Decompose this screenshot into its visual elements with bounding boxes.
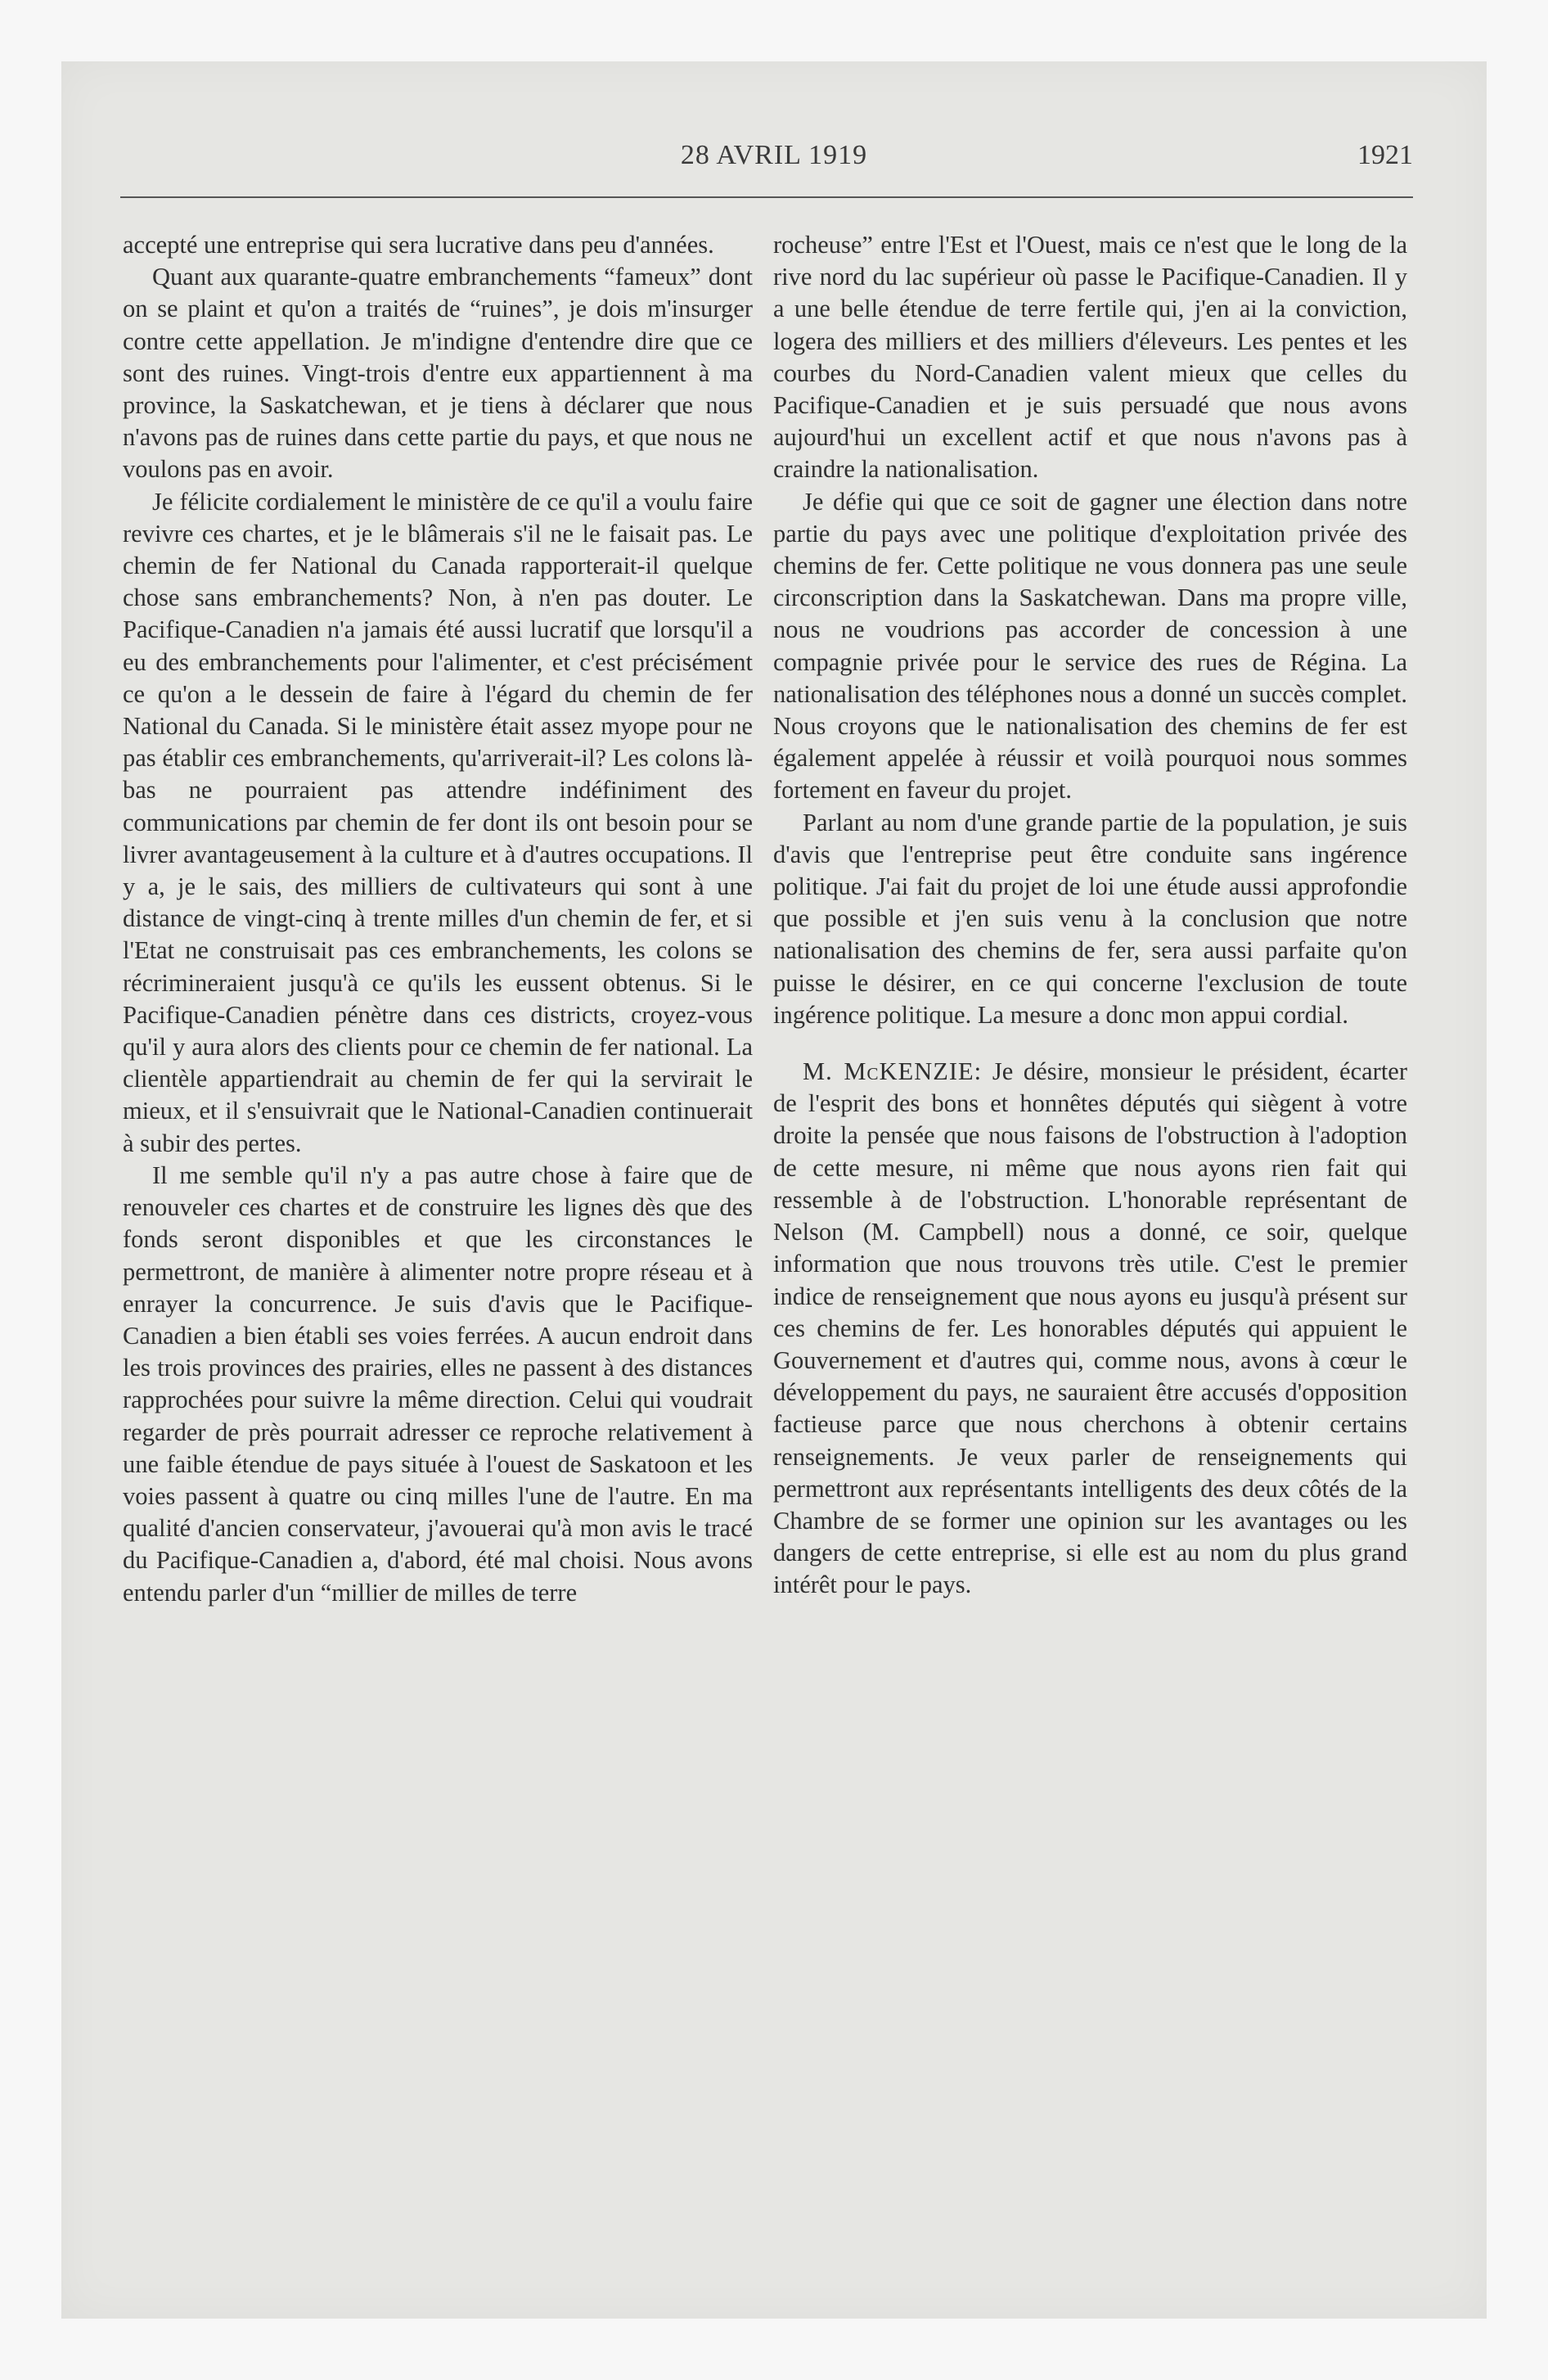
paragraph: rocheuse” entre l'Est et l'Ouest, mais ce n'est que le long de la rive nord du lac supérieur où passe le Pacifique-Canadien. Il y a une belle étendue de terre fertile qui, j'en ai la conviction, logera des milliers et des milliers d'éleveurs. Les pentes et les courbes du Nord-Canadien valent mieux que celles du Pacifique-Canadien et je suis persuadé que nous avons aujourd'hui un excellent actif et que nous n'avons pas à craindre la nationalisation. [773,231,1407,484]
header-rule [120,196,1413,198]
speaker-name: M. McKENZIE: [803,1057,983,1086]
page-number: 1921 [1357,140,1413,170]
scanned-page [61,61,1487,2319]
speech-paragraph [773,1056,1407,1601]
header-date: 28 AVRIL 1919 [680,140,868,170]
page-header [61,61,1487,258]
paragraph: Je félicite cordialement le ministère de ce qu'il a voulu faire revivre ces chartes, et je le blâmerais s'il ne le faisait pas. Le chemin de fer National du Canada rapporterait-il quelque chose sans embranchements? Non, à n'en pas douter. Le Pacifique-Canadien n'a jamais été aussi lucratif que lorsqu'il a eu des embranchements pour l'alimenter, et c'est précisément ce qu'on a le dessein de faire à l'égard du chemin de fer National du Canada. Si le ministère était assez myope pour ne pas établir ces embranchements, qu'arriverait-il? Les colons là-bas ne pourraient pas attendre indéfiniment des communications par chemin de fer dont ils ont besoin pour se livrer avantageusement à la culture et à d'autres occupations. Il y a, je le sais, des milliers de cultivateurs qui sont à une distance de vingt-cinq à trente milles d'un chemin de fer, et si l'Etat ne construisait pas ces embranchements, les colons se récrimineraient jusqu'à ce qu'ils les eussent obtenus. Si le Pacifique-Canadien pénètre dans ces districts, croyez-vous qu'il y aura alors des clients pour ce chemin de fer national. La clientèle appartiendrait au chemin de fer qui la servirait le mieux, et il s'ensuivrait que le National-Canadien continuerait à subir des pertes. [123,487,753,1157]
paragraph: Il me semble qu'il n'y a pas autre chose à faire que de renouveler ces chartes et de construire les lignes dès que des fonds seront disponibles et que les circonstances le permettront, de manière à alimenter notre propre réseau et à enrayer la concurrence. Je suis d'avis que le Pacifique-Canadien a bien établi ses voies ferrées. A aucun endroit dans les trois provinces des prairies, elles ne passent à des distances rapprochées pour suivre la même direction. Celui qui voudrait regarder de près pourrait adresser ce reproche relativement à une faible étendue de pays située à l'ouest de Saskatoon et les voies passent à quatre ou cinq milles l'une de l'autre. En ma qualité d'ancien conservateur, j'avouerai qu'à mon avis le tracé du Pacifique-Canadien a, d'abord, été mal choisi. Nous avons entendu parler d'un “millier de milles de terre [123,1161,753,1607]
left-column [123,229,753,1609]
paragraph: Quant aux quarante-quatre embranchements “fameux” dont on se plaint et qu'on a traités de “ruines”, je dois m'insurger contre cette appellation. Je m'indigne d'entendre dire que ce sont des ruines. Vingt-trois d'entre eux appartiennent à ma province, la Saskatchewan, et je tiens à déclarer que nous n'avons pas de ruines dans cette partie du pays, et que nous ne voulons pas en avoir. [123,263,753,484]
right-column [773,229,1407,1602]
paragraph: accepté une entreprise qui sera lucrative dans peu d'années. [123,231,714,259]
speech-text: Je désire, monsieur le président, écarter de l'esprit des bons et honnêtes députés qui siègent à votre droite la pensée que nous faisons de l'obstruction à l'adoption de cette mesure, ni même que nous ayons rien fait qui ressemble à de l'obstruction. L'honorable représentant de Nelson (M. Campbell) nous a donné, ce soir, quelque information que nous trouvons très utile. C'est le premier indice de renseignement que nous ayons eu jusqu'à présent sur ces chemins de fer. Les honorables députés qui appuient le Gouvernement et d'autres qui, comme nous, avons à cœur le développement du pays, ne sauraient être accusés d'opposition factieuse parce que nous cherchons à obtenir certains renseignements. Je veux parler de renseignements qui permettront aux représentants intelligents des deux côtés de la Chambre de se former une opinion sur les avantages ou les dangers de cette entreprise, si elle est au nom du plus grand intérêt pour le pays. [773,1057,1407,1599]
paragraph: Parlant au nom d'une grande partie de la population, je suis d'avis que l'entreprise peut être conduite sans ingérence politique. J'ai fait du projet de loi une étude aussi approfondie que possible et j'en suis venu à la conclusion que notre nationalisation des chemins de fer, sera aussi parfaite qu'on puisse le désirer, en ce qui concerne l'exclusion de toute ingérence politique. La mesure a donc mon appui cordial. [773,808,1407,1029]
paragraph: Je défie qui que ce soit de gagner une élection dans notre partie du pays avec une politique d'exploitation privée des chemins de fer. Cette politique ne vous donnera pas une seule circonscription dans la Saskatchewan. Dans ma propre ville, nous ne voudrions pas accorder de concession à une compagnie privée pour le service des rues de Régina. La nationalisation des téléphones nous a donné un succès complet. Nous croyons que le nationalisation des chemins de fer est également appelée à réussir et voilà pourquoi nous sommes fortement en faveur du projet. [773,487,1407,805]
